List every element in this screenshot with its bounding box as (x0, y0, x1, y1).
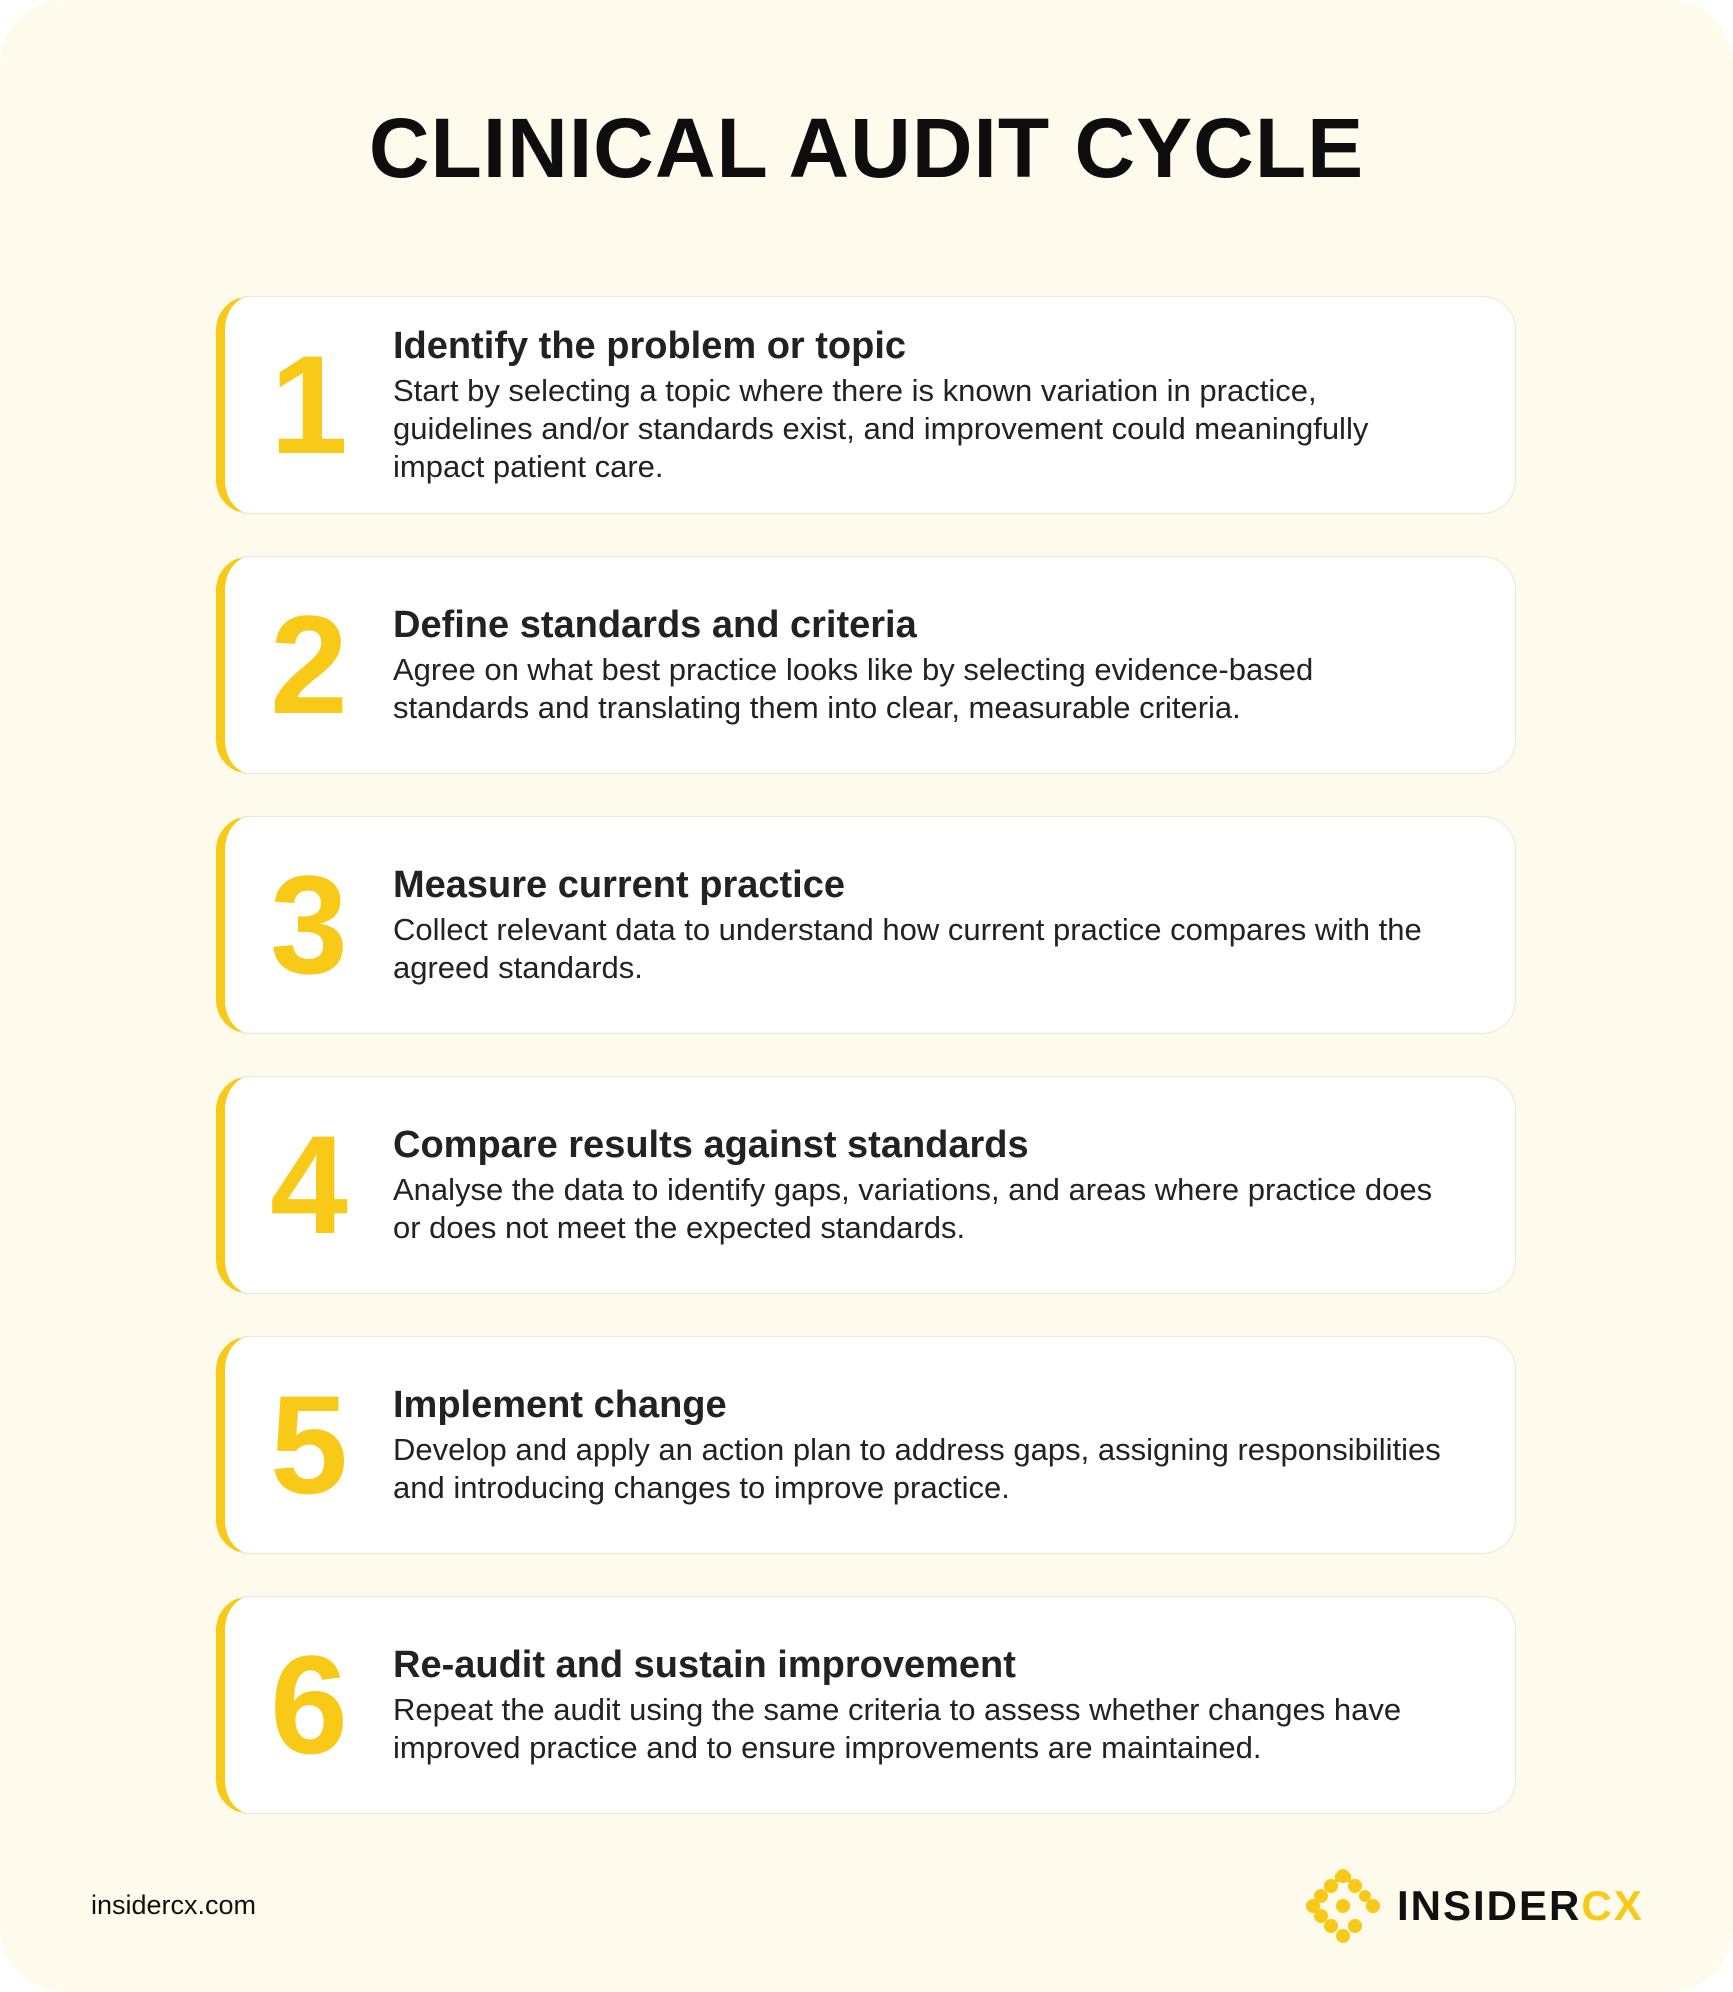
step-text (393, 864, 1515, 987)
logo-wordmark: INSIDERCX (1397, 1882, 1644, 1929)
step-text (393, 1644, 1515, 1767)
step-description: Develop and apply an action plan to address gaps, assigning responsibilities and introducing changes to improve practice. (393, 1431, 1441, 1505)
step-heading: Re-audit and sustain improvement (393, 1643, 1016, 1686)
page-title: CLINICAL AUDIT CYCLE (368, 101, 1365, 195)
step-heading: Measure current practice (393, 863, 845, 906)
step-card-6 (216, 1596, 1516, 1814)
step-number: 4 (270, 1106, 348, 1263)
step-card-3 (216, 816, 1516, 1034)
step-heading: Compare results against standards (393, 1123, 1029, 1166)
step-description: Agree on what best practice looks like by selecting evidence-based standards and translating them into clear, measurable criteria. (393, 651, 1314, 725)
step-number: 6 (270, 1626, 348, 1783)
step-number: 5 (270, 1366, 348, 1523)
step-text (393, 1384, 1515, 1507)
step-description: Analyse the data to identify gaps, variations, and areas where practice does or does not meet the expected standards. (393, 1171, 1433, 1245)
step-card-4 (216, 1076, 1516, 1294)
logo-mark-icon (1305, 1868, 1381, 1944)
step-number: 2 (270, 586, 348, 743)
step-description: Repeat the audit using the same criteria to assess whether changes have improved practice and to ensure improvements are maintained. (393, 1691, 1402, 1765)
insidercx-logo (1305, 1868, 1644, 1944)
step-heading: Define standards and criteria (393, 603, 917, 646)
step-card-1 (216, 296, 1516, 514)
step-description: Collect relevant data to understand how current practice compares with the agreed standards. (393, 911, 1422, 985)
step-number: 3 (270, 846, 348, 1003)
step-heading: Implement change (393, 1383, 727, 1426)
step-text (393, 604, 1515, 727)
step-number: 1 (270, 326, 348, 483)
step-description: Start by selecting a topic where there is known variation in practice, guidelines and/or standards exist, and improvement could meaningfully impact patient care. (393, 372, 1369, 484)
step-card-5 (216, 1336, 1516, 1554)
website-link[interactable]: insidercx.com (91, 1890, 257, 1920)
step-text (393, 325, 1515, 486)
step-text (393, 1124, 1515, 1247)
step-heading: Identify the problem or topic (393, 324, 907, 367)
step-card-2 (216, 556, 1516, 774)
